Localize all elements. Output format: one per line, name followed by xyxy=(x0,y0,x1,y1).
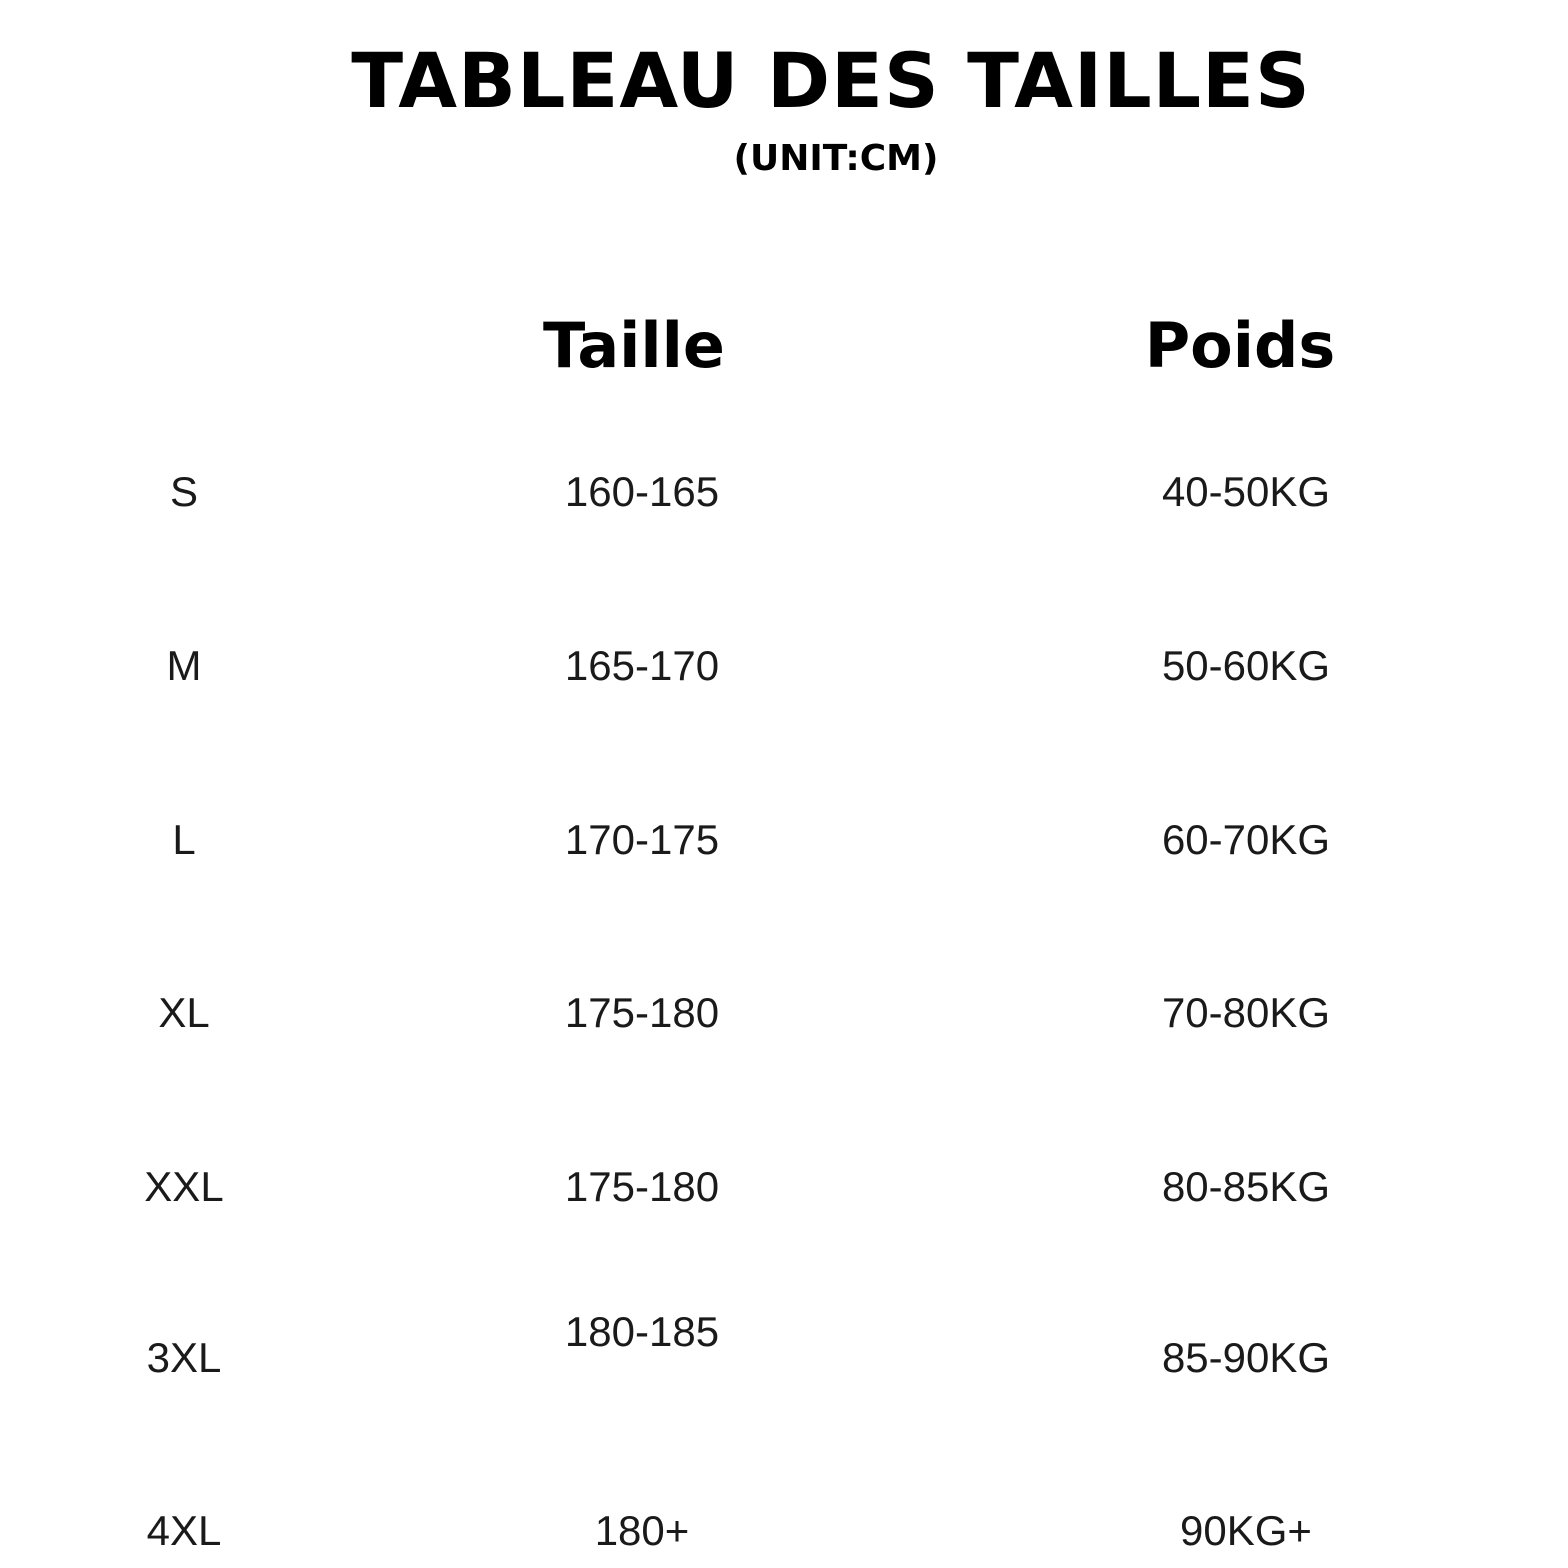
size-row xyxy=(0,1308,1568,1388)
height-range: 160-165 xyxy=(564,468,720,515)
size-label: XL xyxy=(158,989,210,1036)
weight-range: 70-80KG xyxy=(1161,989,1331,1036)
size-row xyxy=(0,636,1568,696)
size-label: 4XL xyxy=(146,1507,222,1554)
size-row xyxy=(0,810,1568,870)
weight-range: 90KG+ xyxy=(1180,1507,1312,1554)
column-header-weight: Poids xyxy=(1144,309,1336,382)
size-row xyxy=(0,1501,1568,1561)
height-range: 165-170 xyxy=(564,642,720,689)
size-row xyxy=(0,462,1568,522)
height-range: 170-175 xyxy=(564,816,720,863)
weight-range: 40-50KG xyxy=(1161,468,1331,515)
unit-subtitle: (UNIT:CM) xyxy=(733,138,939,179)
height-range: 175-180 xyxy=(564,1163,720,1210)
height-range: 180+ xyxy=(594,1507,690,1554)
height-range: 175-180 xyxy=(564,989,720,1036)
height-range: 180-185 xyxy=(564,1308,720,1355)
size-row xyxy=(0,983,1568,1043)
size-label: XXL xyxy=(144,1163,224,1210)
weight-range: 50-60KG xyxy=(1161,642,1331,689)
size-label: 3XL xyxy=(146,1334,222,1381)
size-label: M xyxy=(166,642,202,689)
size-chart-title: TABLEAU DES TAILLES xyxy=(351,36,1311,125)
size-row xyxy=(0,1157,1568,1217)
weight-range: 60-70KG xyxy=(1161,816,1331,863)
size-label: S xyxy=(169,468,198,515)
weight-range: 80-85KG xyxy=(1161,1163,1331,1210)
size-label: L xyxy=(172,816,196,863)
column-header-height: Taille xyxy=(543,309,725,382)
weight-range: 85-90KG xyxy=(1161,1334,1331,1381)
